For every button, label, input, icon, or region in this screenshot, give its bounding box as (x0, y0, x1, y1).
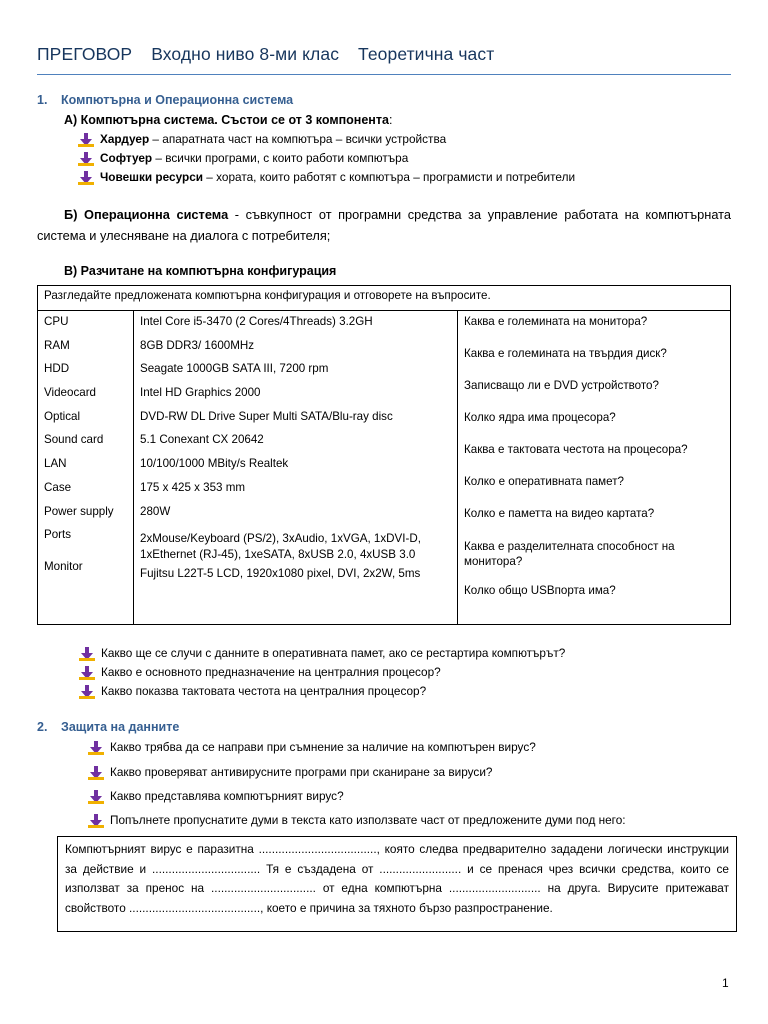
question-text: Какво проверяват антивирусните програми при сканиране за вируси? (110, 765, 493, 779)
config-question: Каква е разделителната способност на монитора? (464, 540, 675, 568)
question-item (101, 646, 565, 660)
bullet-arrow-icon (78, 133, 94, 147)
config-value: 5.1 Conexant CX 20642 (140, 433, 264, 447)
component-desc: – апаратната част на компютъра – всички устройства (149, 132, 447, 146)
config-question: Каква е големината на монитора? (464, 315, 648, 328)
config-value: 175 x 425 x 353 mm (140, 480, 246, 494)
config-name: Power supply (44, 504, 114, 518)
config-value: DVD-RW DL Drive Super Multi SATA/Blu-ray disc (140, 409, 393, 423)
config-question: Каква е големината на твърдия диск? (464, 347, 667, 360)
question-item (101, 684, 426, 698)
question-text: Какво ще се случи с данните в оперативната памет, ако се рестартира компютърът? (101, 646, 566, 660)
subsection-a-suffix: : (388, 113, 393, 127)
config-name: HDD (44, 362, 70, 376)
bullet-arrow-icon (88, 766, 104, 780)
section-2-heading (37, 720, 179, 734)
config-value: Fujitsu L22T-5 LCD, 1920x1080 pixel, DVI, 2x2W, 5ms (140, 567, 421, 581)
bullet-arrow-icon (78, 152, 94, 166)
bullet-arrow-icon (78, 171, 94, 185)
config-value: 8GB DDR3/ 1600MHz (140, 338, 255, 352)
question-text: Попълнете пропуснатите думи в текста като използвате част от предложените думи под него: (110, 813, 626, 827)
section-1-heading (37, 93, 293, 107)
question-text: Какво е основното предназначение на централния процесор? (101, 665, 441, 679)
bullet-arrow-icon (79, 685, 95, 699)
subsection-a (64, 113, 392, 127)
config-name: Monitor (44, 560, 83, 574)
config-table (37, 285, 731, 625)
section-2-number: 2. (37, 720, 48, 734)
page-title (37, 44, 508, 65)
bullet-arrow-icon (88, 790, 104, 804)
question-item (110, 740, 536, 754)
config-name: Videocard (44, 386, 96, 400)
config-value: 2xMouse/Keyboard (PS/2), 3xAudio, 1xVGA, 1xDVI-D, 1xEthernet (RJ-45), 1xeSATA, 8xUSB 2.0, 4xUSB 3.0 (140, 532, 421, 562)
config-questions-column (458, 311, 731, 625)
bullet-arrow-icon (79, 647, 95, 661)
component-desc: – хората, които работят с компютъра – програмисти и потребители (203, 170, 576, 184)
os-label: Б) Операционна система (64, 207, 229, 222)
question-text: Какво трябва да се направи при съмнение за наличие на компютърен вирус? (110, 740, 536, 754)
component-term: Софтуер (100, 151, 153, 165)
config-question: Колко ядра има процесора? (464, 411, 616, 424)
component-item (100, 151, 408, 165)
config-question: Каква е тактовата честота на процесора? (464, 443, 688, 456)
question-item (110, 813, 626, 827)
config-name: RAM (44, 338, 70, 352)
bullet-arrow-icon (88, 814, 104, 828)
config-value: Intel Core i5-3470 (2 Cores/4Threads) 3.2GH (140, 315, 373, 328)
question-item (101, 665, 441, 679)
subsection-a-label: А) Компютърна система. Състои се от 3 компонента (64, 113, 389, 127)
section-2-title: Защита на данните (61, 720, 180, 734)
config-name: Sound card (44, 433, 104, 447)
os-text: - съвкупност от програмни средства за управление работата на компютърната система и улесняване на диалога с потребителя; (37, 207, 731, 243)
title-part-1: ПРЕГОВОР (37, 44, 133, 64)
config-question: Колко е паметта на видео картата? (464, 507, 655, 520)
config-value: Intel HD Graphics 2000 (140, 386, 261, 400)
config-name: Ports (44, 528, 72, 542)
config-value: 10/100/1000 MBity/s Realtek (140, 457, 289, 471)
component-term: Хардуер (100, 132, 150, 146)
title-part-2: Входно ниво 8-ми клас (151, 44, 340, 64)
config-question: Колко общо USBпорта има? (464, 584, 616, 597)
config-question: Колко е оперативната памет? (464, 475, 624, 488)
section-1-number: 1. (37, 93, 48, 107)
component-term: Човешки ресурси (100, 170, 204, 184)
config-question: Записващо ли е DVD устройството? (464, 379, 659, 392)
component-item (100, 170, 575, 184)
title-part-3: Теоретична част (358, 44, 495, 64)
config-name: Optical (44, 409, 81, 423)
bullet-arrow-icon (79, 666, 95, 680)
config-value: Seagate 1000GB SATA III, 7200 rpm (140, 362, 329, 376)
section-1-title: Компютърна и Операционна система (61, 93, 294, 107)
config-names-column (38, 311, 134, 625)
os-definition (37, 204, 731, 246)
component-desc: – всички програми, с които работи компютъра (152, 151, 409, 165)
question-text: Какво представлява компютърният вирус? (110, 789, 344, 803)
page-number: 1 (722, 976, 729, 990)
bullet-arrow-icon (88, 741, 104, 755)
question-text: Какво показва тактовата честота на централния процесор? (101, 684, 427, 698)
config-table-header: Разгледайте предложената компютърна конфигурация и отговорете на въпросите. (38, 286, 731, 311)
config-name: CPU (44, 315, 69, 328)
question-item (110, 789, 344, 803)
fill-in-text-box: Компютърният вирус е паразитна ...................................., която следва предварително зададени логически инструкции за действие и ................................. Тя е създадена от ......................... и се пренася чрез всички средства, които се използват за пренос на ................................ от една компютърна ............................ на друга. Вирусите притежават свойството ........................................, което е причина за тяхното бързо разпространение. (57, 836, 737, 932)
config-name: Case (44, 480, 72, 494)
title-underline (37, 74, 731, 75)
config-name: LAN (44, 457, 67, 471)
question-item (110, 765, 492, 779)
subsection-v: В) Разчитане на компютърна конфигурация (64, 264, 337, 278)
config-values-column (134, 311, 458, 625)
component-item (100, 132, 446, 146)
config-value: 280W (140, 504, 171, 518)
